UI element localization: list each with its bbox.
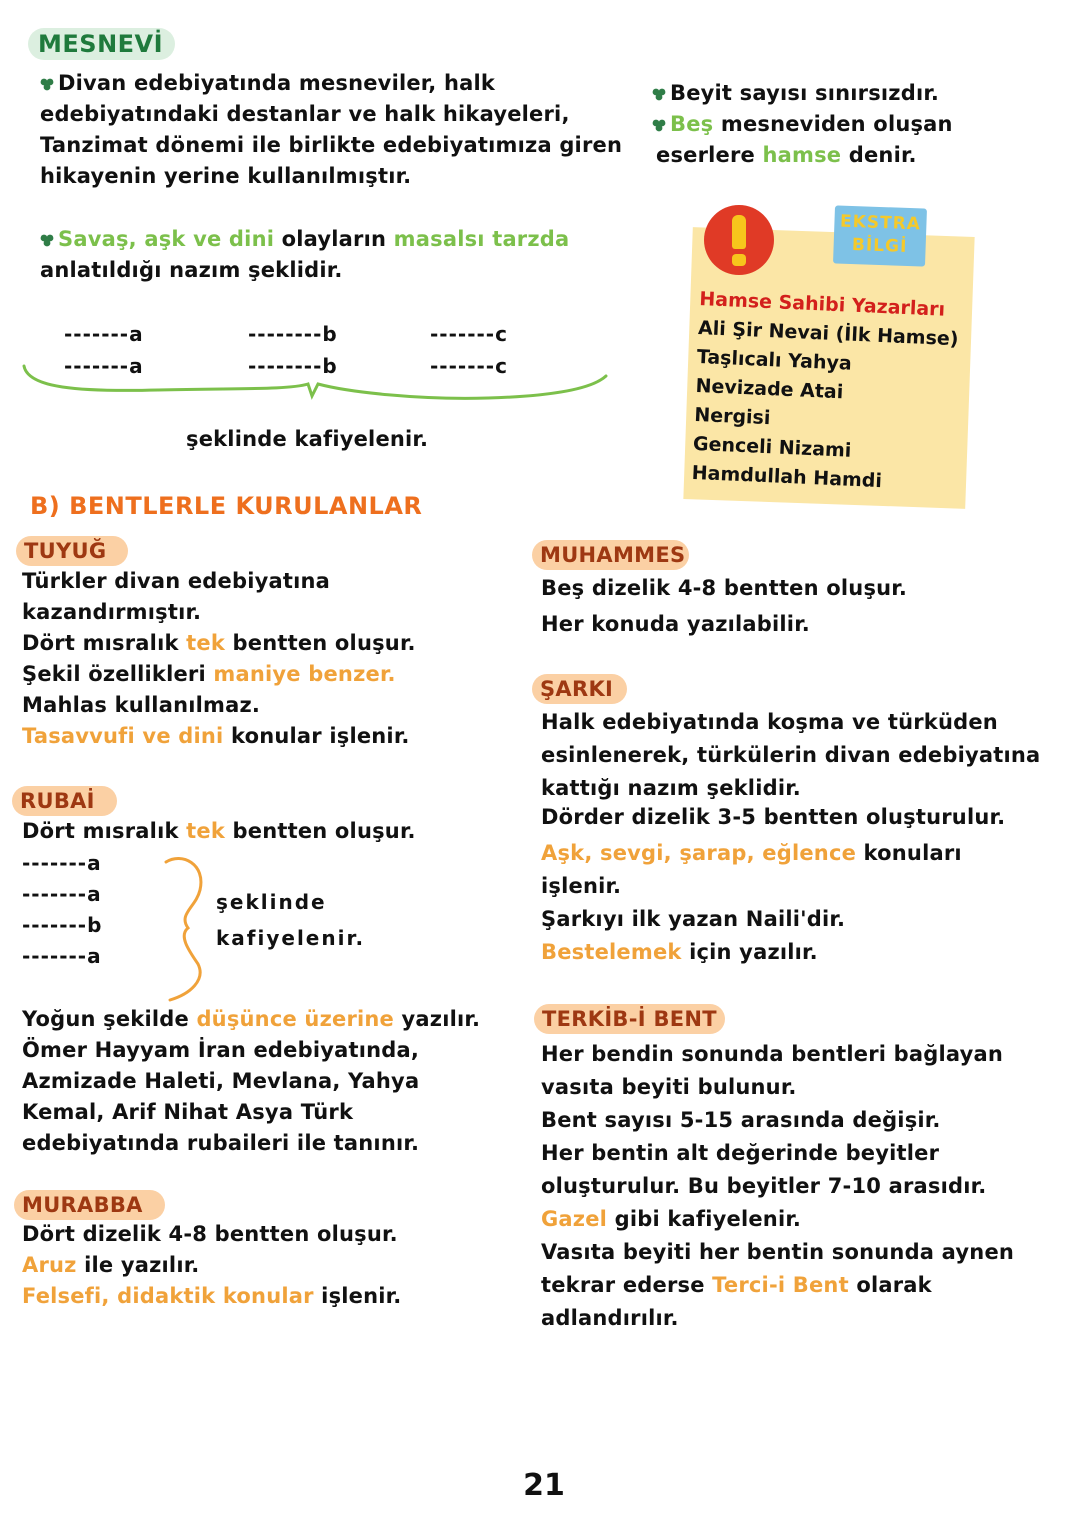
rhyme-line: -------a (22, 944, 102, 968)
rubai-intro (22, 816, 416, 847)
rubai-caption (216, 884, 365, 956)
rubai-rhyme (22, 848, 102, 972)
body-line: esinlenerek, türkülerin divan edebiyatına (541, 743, 1041, 767)
mesnevi-right-bullets (652, 78, 953, 171)
murabba-heading (14, 1190, 165, 1220)
highlight-orange: Bestelemek (541, 940, 682, 964)
rhyme-line: -------a (22, 882, 102, 906)
body-line: Her bentin alt değerinde beyitler (541, 1141, 940, 1165)
author-item: Genceli Nizami (692, 432, 852, 462)
body-line: Her konuda yazılabilir. (541, 612, 810, 636)
muhammes-title: MUHAMMES (532, 540, 689, 570)
highlight-orange: Aruz (22, 1253, 77, 1277)
body-line: Dörder dizelik 3-5 bentten oluşturulur. (541, 805, 1006, 829)
rhyme-line: --------b (248, 322, 338, 346)
rhyme-caption: şeklinde kafiyelenir. (186, 427, 429, 451)
rhyme-line: -------b (22, 913, 103, 937)
body-line: Türkler divan edebiyatına (22, 569, 331, 593)
rhyme-line: -------a (64, 322, 144, 346)
author-item: Nevizade Atai (695, 374, 844, 404)
body-line: kattığı nazım şeklidir. (541, 776, 801, 800)
bullet-text: denir. (841, 143, 917, 167)
body-line: Her bendin sonunda bentleri bağlayan (541, 1042, 1004, 1066)
sarki-body (541, 706, 1040, 969)
highlight-orange: Tasavvufi ve dini (22, 724, 224, 748)
highlight-orange: Terci-i Bent (712, 1273, 849, 1297)
terkib-title: TERKİB-İ BENT (534, 1004, 725, 1034)
terkib-heading (534, 1004, 725, 1034)
body-line: Kemal, Arif Nihat Asya Türk (22, 1100, 354, 1124)
sarki-heading (532, 674, 627, 704)
author-item: Taşlıcalı Yahya (696, 345, 853, 375)
tuyug-heading (16, 536, 128, 566)
body-text: Dört mısralık (22, 631, 187, 655)
body-line: Vasıta beyiti her bentin sonunda aynen (541, 1240, 1015, 1264)
rubai-body (22, 1004, 480, 1159)
rhyme-line: -------a (64, 354, 144, 378)
muhammes-body (541, 570, 907, 642)
clover-bullet-icon (652, 87, 666, 101)
highlight-orange: maniye benzer. (213, 662, 396, 686)
body-line: oluşturulur. Bu beyitler 7-10 arasıdır. (541, 1174, 987, 1198)
sarki-title: ŞARKI (532, 674, 627, 704)
body-text: Şekil özellikleri (22, 662, 214, 686)
highlight-orange: Aşk, sevgi, şarap, eğlence (541, 841, 857, 865)
murabba-title: MURABBA (14, 1190, 165, 1220)
note-title: Hamse Sahibi Yazarları (698, 287, 946, 321)
mesnevi-intro (40, 68, 622, 192)
highlight-green: Savaş, aşk ve dini (58, 227, 275, 251)
highlight-green: masalsı tarzda (393, 227, 570, 251)
section-title: B) BENTLERLE KURULANLAR (30, 492, 423, 520)
terkib-body (541, 1038, 1014, 1335)
body-line: vasıta beyiti bulunur. (541, 1075, 797, 1099)
body-text: konuları (856, 841, 962, 865)
body-text: tekrar ederse (541, 1273, 713, 1297)
clover-bullet-icon (40, 77, 54, 91)
body-text: gibi kafiyelenir. (607, 1207, 802, 1231)
author-item: Ali Şir Nevai (İlk Hamse) (697, 316, 959, 351)
highlight-orange: tek (186, 819, 226, 843)
rhyme-line: -------a (22, 851, 102, 875)
caption-line: kafiyelenir. (216, 926, 366, 950)
clover-bullet-icon (40, 233, 54, 247)
intro-line: hikayenin yerine kullanılmıştır. (40, 164, 412, 188)
body-line: Dört dizelik 4-8 bentten oluşur. (22, 1222, 398, 1246)
extra-info-badge (833, 205, 927, 266)
body-text: olarak (848, 1273, 932, 1297)
highlight-green: hamse (762, 143, 842, 167)
body-line: Beş dizelik 4-8 bentten oluşur. (541, 576, 908, 600)
def-text: anlatıldığı nazım şeklidir. (40, 258, 343, 282)
body-line: Azmizade Haleti, Mevlana, Yahya (22, 1069, 420, 1093)
author-item: Hamdullah Hamdi (691, 461, 883, 493)
body-line: kazandırmıştır. (22, 600, 202, 624)
body-text: yazılır. (394, 1007, 481, 1031)
page-number: 21 (523, 1468, 565, 1503)
body-line: Şarkıyı ilk yazan Naili'dir. (541, 907, 846, 931)
caption-line: şeklinde (216, 890, 327, 914)
mesnevi-definition (40, 224, 569, 286)
body-text: bentten oluşur. (225, 819, 416, 843)
body-line: edebiyatında rubaileri ile tanınır. (22, 1131, 420, 1155)
body-text: bentten oluşur. (225, 631, 416, 655)
body-text: Yoğun şekilde (22, 1007, 197, 1031)
mesnevi-title: MESNEVİ (28, 28, 175, 60)
intro-line: Tanzimat dönemi ile birlikte edebiyatımıza giren (40, 133, 623, 157)
body-line: işlenir. (541, 874, 622, 898)
bullet-text: mesneviden oluşan (713, 112, 953, 136)
clover-bullet-icon (652, 118, 666, 132)
highlight-orange: düşünce üzerine (196, 1007, 395, 1031)
exclamation-icon (704, 205, 774, 275)
muhammes-heading (532, 540, 689, 570)
bullet-text: eserlere (656, 143, 763, 167)
body-line: adlandırılır. (541, 1306, 679, 1330)
body-line: Bent sayısı 5-15 arasında değişir. (541, 1108, 941, 1132)
author-item: Nergisi (693, 403, 771, 430)
badge-line: BİLGİ (851, 235, 908, 257)
body-text: işlenir. (313, 1284, 402, 1308)
highlight-green: Beş (670, 112, 714, 136)
body-line: Halk edebiyatında koşma ve türküden (541, 710, 998, 734)
body-text: konular işlenir. (223, 724, 410, 748)
green-brace-icon (18, 360, 618, 410)
highlight-orange: tek (186, 631, 226, 655)
def-text: olayların (274, 227, 394, 251)
intro-line: Divan edebiyatında mesneviler, halk (58, 71, 496, 95)
tuyug-body (22, 566, 416, 752)
badge-line: EKSTRA (839, 211, 922, 235)
rhyme-line: --------b (248, 354, 338, 378)
rubai-title: RUBAİ (12, 786, 117, 816)
body-line: Ömer Hayyam İran edebiyatında, (22, 1038, 420, 1062)
body-text: Dört mısralık (22, 819, 187, 843)
bullet-text: Beyit sayısı sınırsızdır. (670, 81, 940, 105)
extra-info-content (691, 285, 960, 499)
body-text: ile yazılır. (76, 1253, 200, 1277)
mesnevi-heading (28, 28, 175, 60)
murabba-body (22, 1219, 401, 1312)
body-text: için yazılır. (681, 940, 818, 964)
rubai-heading (12, 786, 117, 816)
rhyme-line: -------c (430, 354, 508, 378)
highlight-orange: Felsefi, didaktik konular (22, 1284, 314, 1308)
rhyme-line: -------c (430, 322, 508, 346)
intro-line: edebiyatındaki destanlar ve halk hikayeleri, (40, 102, 570, 126)
orange-brace-icon (160, 852, 210, 1004)
tuyug-title: TUYUĞ (16, 536, 128, 566)
body-line: Mahlas kullanılmaz. (22, 693, 261, 717)
highlight-orange: Gazel (541, 1207, 608, 1231)
